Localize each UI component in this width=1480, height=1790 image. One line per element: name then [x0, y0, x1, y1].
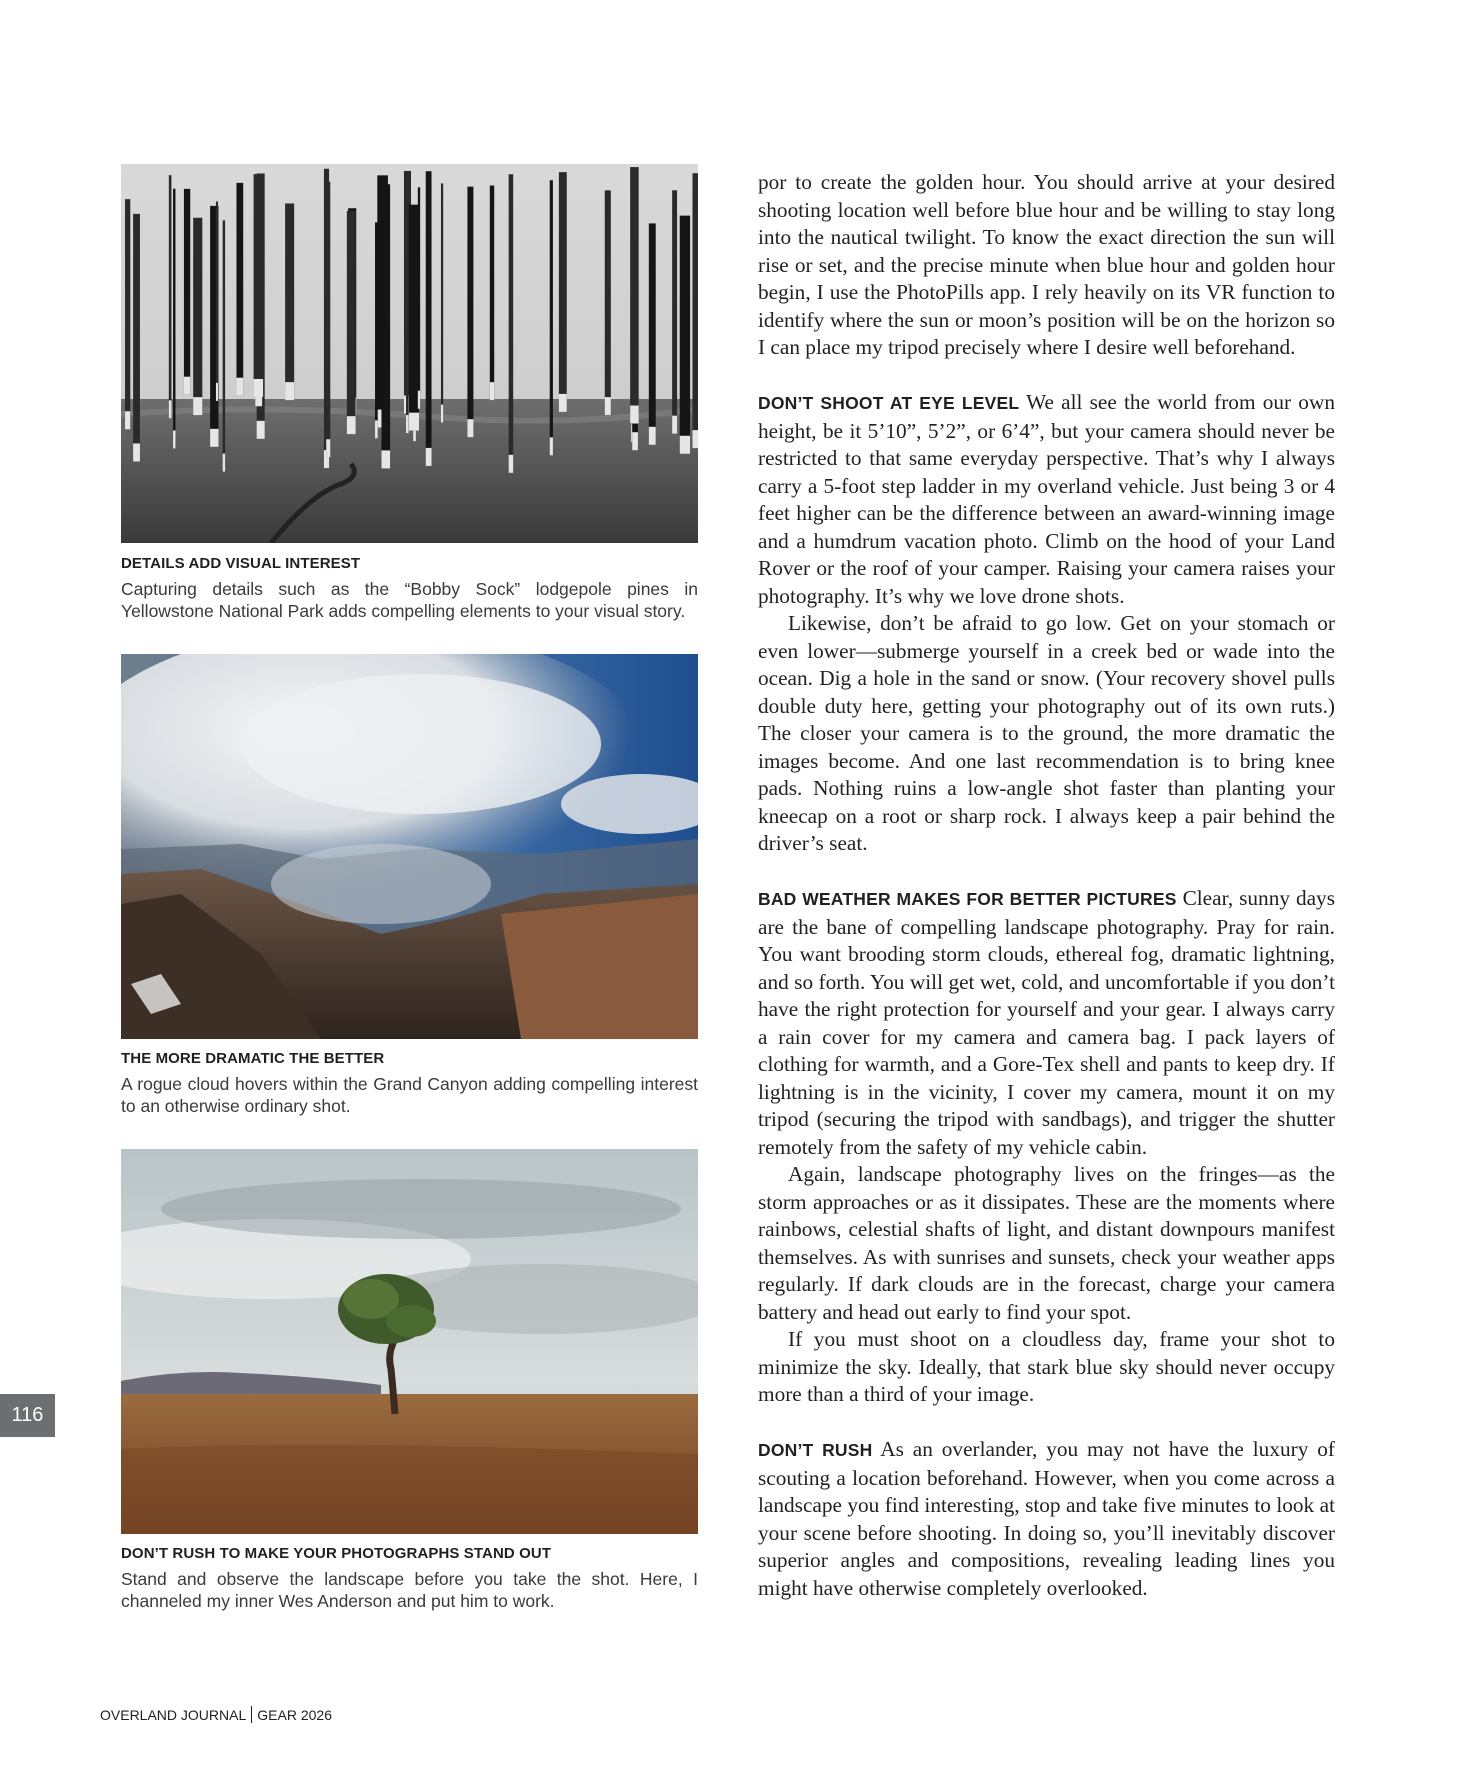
caption-body: Capturing details such as the “Bobby Sock” lodgepole pines in Yellowstone National Park adds compelling elements to your visual story.	[121, 579, 698, 621]
burnt-pine-forest-photo	[121, 164, 698, 543]
section-heading: DON’T RUSH	[758, 1440, 873, 1460]
article-paragraph	[758, 885, 1335, 1161]
caption-title: THE MORE DRAMATIC THE BETTER	[121, 1050, 385, 1067]
caption-title: DON’T RUSH TO MAKE YOUR PHOTOGRAPHS STAND OUT	[121, 1545, 552, 1562]
article-paragraph	[758, 1436, 1335, 1602]
article-paragraph: If you must shoot on a cloudless day, frame your shot to minimize the sky. Ideally, that stark blue sky should never occupy more than a third of your image.	[758, 1327, 1335, 1406]
article-paragraph: por to create the golden hour. You should arrive at your desired shooting location well before blue hour and be willing to stay long into the nautical twilight. To know the exact direction the sun will rise or set, and the precise minute when blue hour and golden hour begin, I use the PhotoPills app. I rely heavily on its VR function to identify where the sun or moon’s position will be on the horizon so I can place my tripod precisely where I desire well beforehand.	[758, 170, 1335, 359]
paragraph-text: Clear, sunny days are the bane of compelling landscape photography. Pray for rain. You want brooding storm clouds, ethereal fog, dramatic lightning, and so forth. You will get wet, cold, and uncomfortable if you don’t have the right protection for yourself and your gear. I always carry a rain cover for my camera and camera bag. I pack layers of clothing for warmth, and a Gore-Tex shell and pants to keep dry. If lightning is in the vicinity, I cover my camera, mount it on my tripod (securing the tripod with sandbags), and trigger the shutter remotely from the safety of my vehicle cabin.	[758, 886, 1335, 1159]
article-paragraph: Likewise, don’t be afraid to go low. Get on your stomach or even lower—submerge yourself in a creek bed or wade into the ocean. Dig a hole in the sand or snow. (Your recovery shovel pulls double duty here, getting your photography out of its own ruts.) The closer your camera is to the ground, the more dramatic the images become. And one last recommendation is to bring knee pads. Nothing ruins a low-angle shot faster than planting your kneecap on a root or sharp rock. I always keep a pair behind the driver’s seat.	[758, 611, 1335, 855]
caption-body: A rogue cloud hovers within the Grand Canyon adding compelling interest to an otherwise ordinary shot.	[121, 1074, 698, 1116]
issue-name: GEAR 2026	[257, 1706, 332, 1723]
caption-body: Stand and observe the landscape before you take the shot. Here, I channeled my inner Wes Anderson and put him to work.	[121, 1569, 698, 1611]
footer	[100, 1706, 332, 1723]
paragraph-text: As an overlander, you may not have the luxury of scouting a location beforehand. However, when you come across a landscape you find interesting, stop and take five minutes to look at your scene before shooting. In doing so, you’ll inevitably discover superior angles and compositions, revealing leading lines you might have otherwise completely overlooked.	[758, 1437, 1335, 1600]
section-heading: DON’T SHOOT AT EYE LEVEL	[758, 393, 1020, 413]
grand-canyon-cloud-photo	[121, 654, 698, 1039]
lone-tree-prairie-photo	[121, 1149, 698, 1534]
paragraph-text: We all see the world from our own height, be it 5’10”, 5’2”, or 6’4”, but your camera should never be restricted to that same everyday perspective. That’s why I always carry a 5-foot step ladder in my overland vehicle. Just being 3 or 4 feet higher can be the difference between an award-winning image and a humdrum vacation photo. Climb on the hood of your Land Rover or the roof of your camper. Raising your camera raises your photography. It’s why we love drone shots.	[758, 390, 1335, 608]
photo-caption	[121, 1545, 698, 1612]
photo-caption	[121, 1050, 698, 1117]
article-body	[758, 169, 1335, 1602]
photo-caption	[121, 555, 698, 622]
footer-divider	[251, 1706, 252, 1723]
publication-name: OVERLAND JOURNAL	[100, 1706, 247, 1723]
article-paragraph	[758, 389, 1335, 610]
section-heading: BAD WEATHER MAKES FOR BETTER PICTURES	[758, 889, 1177, 909]
page-number: 116	[0, 1394, 55, 1437]
caption-title: DETAILS ADD VISUAL INTEREST	[121, 555, 361, 572]
article-paragraph: Again, landscape photography lives on the fringes—as the storm approaches or as it dissipates. These are the moments where rainbows, celestial shafts of light, and distant downpours manifest themselves. As with sunrises and sunsets, check your weather apps regularly. If dark clouds are in the forecast, charge your camera battery and head out early to find your spot.	[758, 1162, 1335, 1324]
